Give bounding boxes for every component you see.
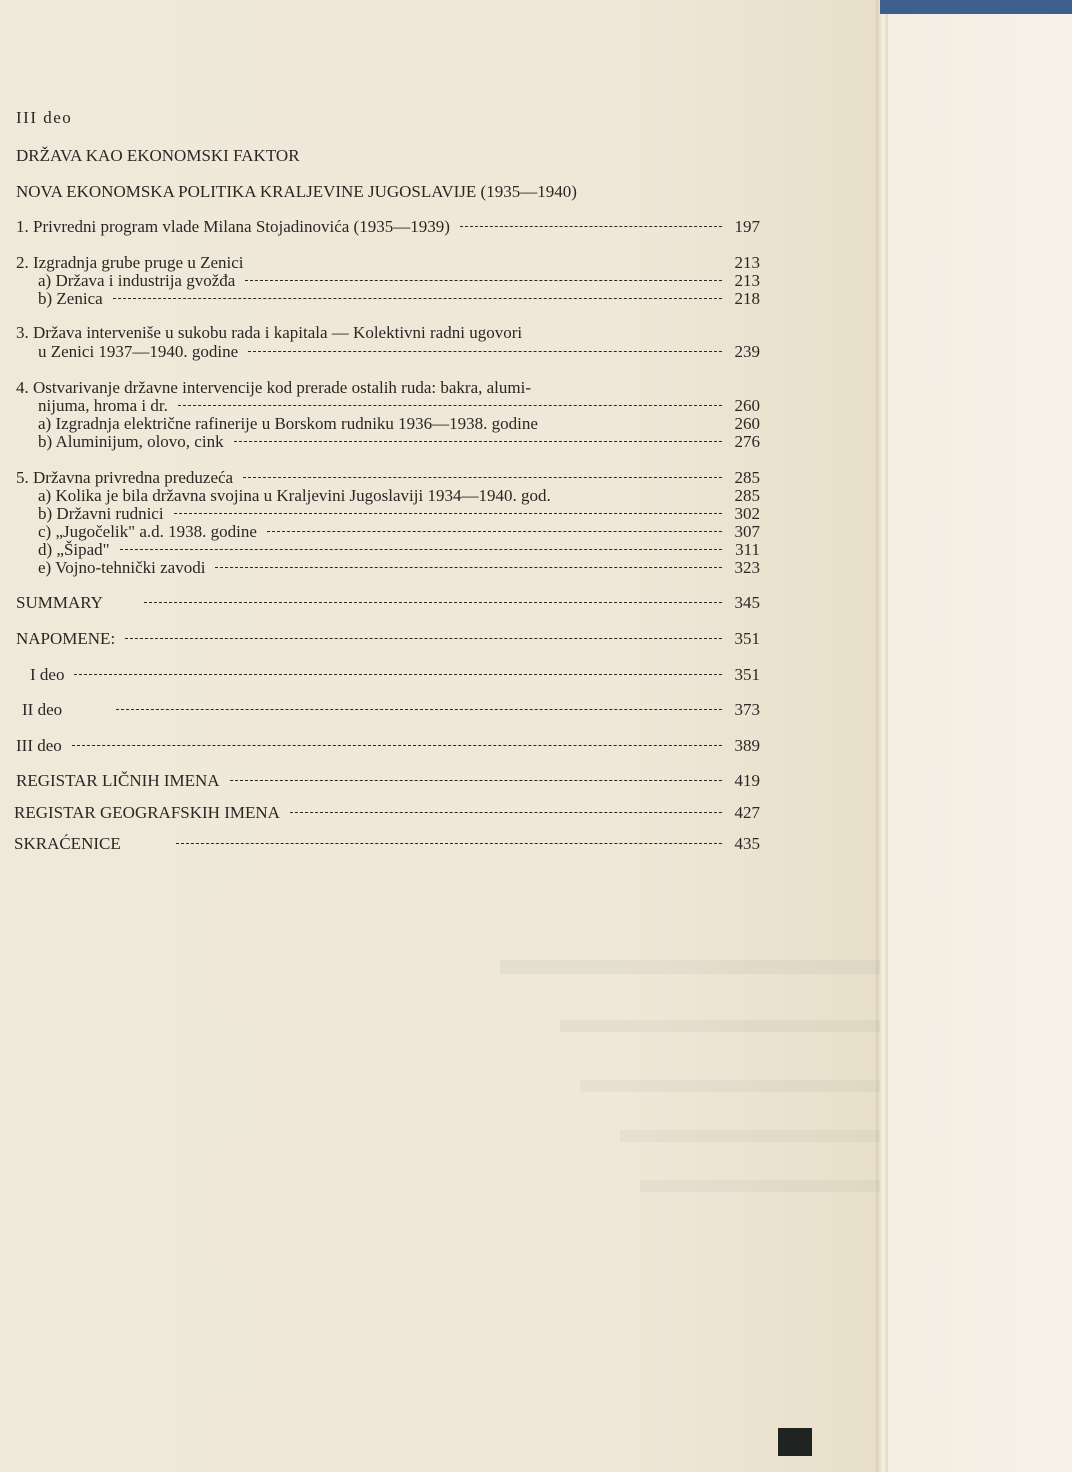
toc-entry: NAPOMENE: 351: [16, 629, 760, 648]
part-label: III deo: [16, 108, 73, 127]
toc-entry: III deo 389: [16, 736, 760, 755]
toc-entry: d) „Šipad" 311: [38, 540, 760, 559]
toc-entry: u Zenici 1937—1940. godine 239: [38, 342, 760, 361]
toc-entry: 4. Ostvarivanje državne intervencije kod prerade ostalih ruda: bakra, alumi-: [16, 378, 531, 397]
toc-entry: II deo 373: [22, 700, 760, 719]
page-edge: [876, 0, 888, 1472]
toc-entry: b) Zenica 218: [38, 289, 760, 308]
toc-entry: REGISTAR GEOGRAFSKIH IMENA 427: [14, 803, 760, 822]
toc-entry: SKRAĆENICE 435: [14, 834, 760, 853]
toc-entry: 3. Država interveniše u sukobu rada i kapitala — Kolektivni radni ugovori: [16, 323, 523, 342]
toc-entry: b) Državni rudnici 302: [38, 504, 760, 523]
facing-page: [888, 0, 1072, 1472]
toc-entry: 5. Državna privredna preduzeća 285: [16, 468, 760, 487]
cover-band: [880, 0, 1072, 14]
section-title: NOVA EKONOMSKA POLITIKA KRALJEVINE JUGOSLAVIJE (1935—1940): [16, 182, 577, 201]
toc-entry: REGISTAR LIČNIH IMENA 419: [16, 771, 760, 790]
toc-entry: a) Država i industrija gvožđa 213: [38, 271, 760, 290]
part-title: DRŽAVA KAO EKONOMSKI FAKTOR: [16, 146, 300, 165]
toc-entry: a) Izgradnja električne rafinerije u Borskom rudniku 1936—1938. godine 260: [38, 414, 760, 433]
toc-entry: 1. Privredni program vlade Milana Stojadinovića (1935—1939) 197: [16, 217, 760, 236]
toc-entry: SUMMARY 345: [16, 593, 760, 612]
toc-entry: c) „Jugočelik" a.d. 1938. godine 307: [38, 522, 760, 541]
toc-entry: 2. Izgradnja grube pruge u Zenici 213: [16, 253, 760, 272]
toc-entry: a) Kolika je bila državna svojina u Kraljevini Jugoslaviji 1934—1940. god. 285: [38, 486, 760, 505]
toc-entry: I deo 351: [30, 665, 760, 684]
binding-tab: [778, 1428, 812, 1456]
toc-entry: nijuma, hroma i dr. 260: [38, 396, 760, 415]
toc-entry: e) Vojno-tehnički zavodi 323: [38, 558, 760, 577]
toc-entry: b) Aluminijum, olovo, cink 276: [38, 432, 760, 451]
